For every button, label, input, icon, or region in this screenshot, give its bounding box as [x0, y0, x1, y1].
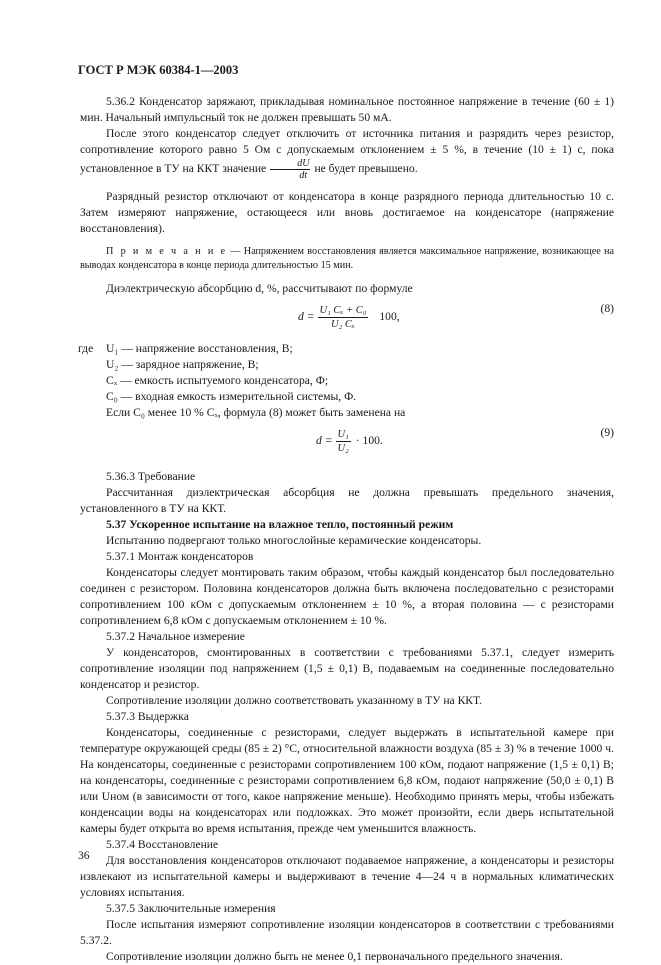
note-text: — Напряжением восстановления является максимальное напряжение, возникающее на выводах конденсатора в конце периода длительностью 15 мин.: [80, 246, 614, 271]
definition-line: Cₓ — емкость испытуемого конденсатора, Ф;: [106, 374, 329, 387]
formula-8-tail: 100,: [379, 310, 400, 323]
formula-9-denominator: U₂: [337, 442, 349, 454]
formula-8-numerator: U₁ Cₓ + C₀: [319, 304, 367, 316]
section-5-37-5-text: После испытания измеряют сопротивление изоляции конденсаторов в соответствии с требованиями 5.37.2.: [80, 918, 614, 947]
paragraph-dielectric-absorption: Диэлектрическую абсорбцию d, %, рассчитывают по формуле: [106, 282, 413, 295]
dt-denominator: dt: [299, 170, 308, 181]
section-5-37-4-title: 5.37.4 Восстановление: [106, 838, 219, 851]
formula-9-number: (9): [600, 426, 614, 439]
section-5-37-3-title: 5.37.3 Выдержка: [106, 710, 189, 723]
formula-8-number: (8): [600, 302, 614, 315]
dU-dt-fraction: [270, 158, 310, 181]
formula-9-numerator: U₁: [337, 428, 349, 440]
definition-line: где U₁ — напряжение восстановления, В;: [78, 342, 293, 355]
section-5-37-2-title: 5.37.2 Начальное измерение: [106, 630, 245, 643]
definition-line: C₀ — входная емкость измерительной системы, Ф.: [106, 390, 357, 403]
section-5-36-3-title: 5.36.3 Требование: [106, 470, 196, 483]
section-5-37-3-text: Конденсаторы, соединенные с резисторами, следует выдержать в испытательной камере при температуре окружающей среды (85 ± 2) °С, относительной влажности воздуха (85 ± 3) % в течение 1000 ч. На конденсаторы, соединенные с резисторами сопротивлением 100 кОм, подают напряжение (1,5 ± 0,1) В; на конденсаторы, соединенные с резисторами сопротивлением 6,8 кОм, подают напряжение (50,0 ± 0,1) В или Uном (в зависимости от того, какое напряжение меньше). Необходимо принять меры, чтобы избежать конденсации воды на конденсаторах или подложках. Это может произойти, если дверь испытательной камеры будет открыта во время испытания, прежде чем уменьшится влажность.: [80, 726, 614, 835]
where-word: где: [78, 342, 94, 355]
formula-9-fraction: [336, 428, 351, 455]
formula-9: [80, 421, 614, 461]
paragraph-5-36-2-discharge: [80, 126, 614, 181]
section-5-37-2-text: У конденсаторов, смонтированных в соответствии с требованиями 5.37.1, следует измерить сопротивление изоляции под напряжением (1,5 ± 0,1) В, подаваемым на соединенные последовательно конденсатор и резистор.: [80, 646, 614, 691]
section-5-37-title: 5.37 Ускоренное испытание на влажное тепло, постоянный режим: [106, 518, 454, 531]
paragraph-if-c0: Если C₀ менее 10 % Cₓ, формула (8) может быть заменена на: [106, 406, 406, 419]
formula-8-lhs: d =: [298, 310, 315, 323]
variable-definitions: [80, 341, 614, 405]
dU-numerator: dU: [270, 158, 310, 170]
standard-header: ГОСТ Р МЭК 60384-1—2003: [78, 63, 239, 77]
page-number: 36: [78, 849, 90, 862]
formula-9-lhs: d =: [316, 434, 333, 447]
definition-line: U₂ — зарядное напряжение, В;: [106, 358, 259, 371]
paragraph-discharge-resistor: Разрядный резистор отключают от конденсатора в конце разрядного периода длительностью 10 с. Затем измеряют напряжение, остающееся или вновь достигаемое на конденсаторе (напряжение восстановления).: [80, 190, 614, 235]
section-5-37-5-title: 5.37.5 Заключительные измерения: [106, 902, 276, 915]
section-5-37-text: Испытанию подвергают только многослойные керамические конденсаторы.: [106, 534, 482, 547]
paragraph-text-end: не будет превышено.: [314, 162, 418, 176]
section-5-37-5-text: Сопротивление изоляции должно быть не менее 0,1 первоначального предельного значения.: [106, 950, 563, 963]
section-5-37-2-text: Сопротивление изоляции должно соответствовать указанному в ТУ на ККТ.: [106, 694, 482, 707]
section-5-37-1-text: Конденсаторы следует монтировать таким образом, чтобы каждый конденсатор был последовательно соединен с резистором. Половина конденсаторов должна быть включена последовательно с резисторами сопротивлением 100 кОм с допускаемым отклонением ± 10 %, а вторая половина — с резисторами сопротивлением 6,8 кОм с допускаемым отклонением ± 10 %.: [80, 566, 614, 627]
formula-9-tail: · 100.: [355, 434, 383, 447]
paragraph-text: После этого конденсатор следует отключить от источника питания и разрядить через резистор, сопротивление которого равно 5 Ом с допускаемым отклонением ± 5 %, в течение (10 ± 1) с, пока установленное в ТУ на ККТ значение: [80, 127, 614, 176]
section-5-37-1-title: 5.37.1 Монтаж конденсаторов: [106, 550, 254, 563]
section-5-37-4-text: Для восстановления конденсаторов отключают подаваемое напряжение, а конденсаторы и резисторы извлекают из испытательной камеры и выдерживают в течение 4—24 ч в нормальных климатических условиях испытания.: [80, 854, 614, 899]
note-label: П р и м е ч а н и е: [106, 246, 228, 257]
formula-8-denominator: U₂ Cₓ: [331, 318, 355, 330]
note: [80, 245, 614, 273]
page-content: [80, 94, 614, 965]
section-5-36-3-text: Рассчитанная диэлектрическая абсорбция не должна превышать предельного значения, установленного в ТУ на ККТ.: [80, 486, 614, 515]
paragraph-5-36-2-charge: 5.36.2 Конденсатор заряжают, прикладывая номинальное постоянное напряжение в течение (60 ± 1) мин. Начальный импульсный ток не должен превышать 50 мА.: [80, 95, 614, 124]
formula-8: [80, 297, 614, 337]
formula-8-fraction: [318, 304, 369, 331]
